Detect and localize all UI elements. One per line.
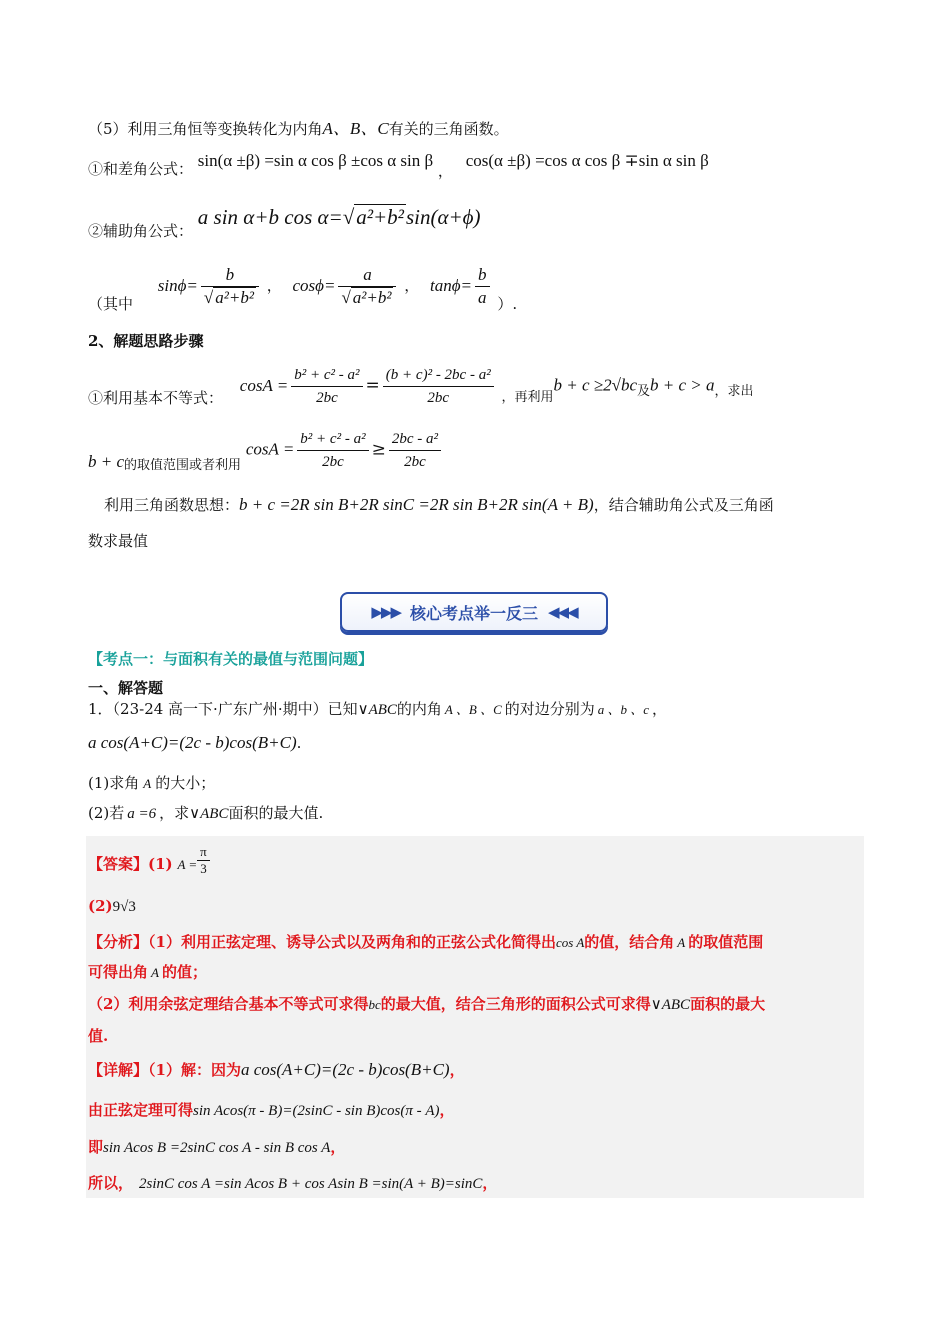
detail1-equation: a cos(A+C)=(2c - b)cos(B+C) — [240, 1060, 450, 1079]
aux-rhs: sin(α+ϕ) — [405, 205, 481, 229]
frac-sin — [201, 264, 259, 309]
frac-sin-den: √ a²+b² — [203, 288, 254, 307]
detail-1 — [88, 1059, 465, 1081]
analysis1-line2: 可得出角 — [88, 963, 149, 981]
analysis-label: 【分析】 — [88, 933, 149, 951]
analysis1-A: A — [677, 935, 686, 950]
frac-4-den: 2bc — [404, 454, 426, 470]
q1-part2-b: ，求 — [159, 804, 190, 822]
q1-end: ， — [652, 700, 668, 718]
analysis-1-line2 — [88, 961, 207, 984]
answer-p1-frac — [197, 844, 210, 877]
kaodian-title: 【考点一：与面积有关的最值与范围问题】 — [88, 650, 374, 668]
aux-label: ②辅助角公式： — [88, 222, 194, 240]
answer-label: 【答案】 — [88, 854, 149, 873]
where-cos: cosϕ= — [292, 275, 336, 295]
answer-part2 — [88, 895, 136, 918]
ineq-1: b + c ≥2√bc — [553, 375, 637, 395]
analysis1-c: 的取值范围 — [688, 933, 764, 951]
comma-1: ， — [266, 276, 282, 295]
cosA-2: cosA = — [245, 439, 295, 459]
detail3-equation: sin Acos B =2sinC cos A - sin B cos A — [103, 1140, 331, 1156]
frac-3 — [297, 428, 368, 473]
answer-p1-num: π — [197, 844, 210, 861]
then-use: ，再利用 — [501, 389, 554, 405]
left-arrows-icon: ◀◀◀ — [548, 603, 577, 621]
frac-cos-den-rad: a²+b² — [352, 288, 392, 307]
q1-dot: . — [296, 734, 302, 752]
where-clause — [88, 264, 518, 313]
frac-2-den: 2bc — [427, 390, 450, 406]
detail4-text: 所以， — [88, 1174, 134, 1192]
analysis1-A2: A — [151, 965, 159, 980]
section2-heading: 2、解题思路步骤 — [88, 332, 204, 350]
frac-2-num: (b + c)² - 2bc - a² — [383, 364, 494, 387]
detail2-comma: ， — [439, 1101, 455, 1119]
answer-p2-val: 9√3 — [112, 899, 136, 915]
frac-2 — [383, 364, 494, 409]
sum-diff-formula — [88, 150, 709, 180]
analysis-2-end: 值. — [88, 1027, 109, 1045]
answer-part1 — [88, 844, 210, 877]
frac-cos-den: √ a²+b² — [341, 288, 392, 307]
q1-triangle: ∨ABC — [357, 702, 397, 718]
frac-4-num: 2bc - a² — [389, 428, 441, 451]
detail4-comma: ， — [482, 1174, 498, 1192]
sum-diff-cos: cos(α ±β) =cos α cos β ∓sin α sin β — [465, 151, 709, 170]
trig-idea-line2: 数求最值 — [88, 532, 149, 550]
q1-part2-a: (2)若 — [88, 804, 125, 822]
eq-sign: = — [365, 375, 380, 396]
analysis2-text: （2）利用余弦定理结合基本不等式可求得 — [88, 995, 369, 1013]
frac-3-den: 2bc — [322, 454, 344, 470]
sum-diff-sin: sin(α ±β) =sin α cos β ±cos α sin β — [197, 151, 434, 170]
detail1-comma: ， — [449, 1061, 465, 1079]
sum-diff-label: ①和差角公式： — [88, 160, 194, 178]
aux-radicand: a²+b² — [356, 205, 404, 229]
detail4-equation: 2sinC cos A =sin Acos B + cos Asin B =sin(A + B)=sinC — [139, 1176, 483, 1192]
where-close: ）. — [497, 294, 518, 313]
banner-title: 核心考点举一反三 — [409, 603, 538, 623]
frac-tan-den: a — [478, 288, 487, 307]
sum-diff-sep: ， — [437, 162, 453, 180]
q1-mid2: 的对边分别为 — [504, 700, 595, 718]
intro-text: （5）利用三角恒等变换转化为内角 — [88, 120, 323, 138]
analysis1-end: 的值； — [161, 963, 207, 981]
range-text: 的取值范围或者利用 — [124, 457, 242, 473]
q1-equation: a cos(A+C)=(2c - b)cos(B+C) — [88, 733, 297, 752]
frac-tan-num: b — [475, 264, 490, 287]
question-1-part1 — [88, 772, 215, 795]
detail-3 — [88, 1136, 345, 1159]
aux-formula: ②辅助角公式： a sin α+b cos α=√a²+b²sin(α+ϕ) — [88, 205, 481, 240]
q1-part1-A: A — [143, 776, 152, 791]
section5-intro — [88, 118, 509, 140]
where-tan: tanϕ= — [430, 275, 473, 295]
frac-tan — [475, 264, 490, 309]
detail-2 — [88, 1099, 455, 1122]
analysis2-triangle: ∨ABC — [650, 997, 691, 1013]
q1-prefix: 1．（23-24 高一下·广东广州·期中）已知 — [88, 700, 358, 718]
frac-sin-num: b — [201, 264, 259, 287]
frac-3-num: b² + c² - a² — [297, 428, 368, 451]
answer-p2-index: (2) — [88, 897, 113, 915]
angles-text: A、B、C — [322, 119, 389, 138]
q1-mid: 的内角 — [396, 700, 442, 718]
question-1-stem — [88, 698, 667, 721]
analysis2-bc: bc — [368, 997, 381, 1012]
and-text: 及 — [637, 383, 651, 399]
detail3-comma: ， — [330, 1138, 346, 1156]
q1-part2-triangle: ∨ABC — [189, 806, 229, 822]
frac-cos-num: a — [338, 264, 396, 287]
q1-part1-end: 的大小； — [155, 774, 216, 792]
frac-1 — [291, 364, 362, 409]
bc-sum: b + c — [88, 451, 125, 471]
frac-1-num: b² + c² - a² — [291, 364, 362, 387]
detail3-text: 即 — [88, 1138, 104, 1156]
analysis1-b: 的值，结合角 — [584, 933, 675, 951]
where-sin: sinϕ= — [157, 275, 198, 295]
ge-sign: ≥ — [371, 439, 386, 460]
ineq-2: b + c > a — [650, 375, 715, 395]
analysis1-cos: cos A — [555, 935, 585, 950]
analysis-2 — [88, 993, 765, 1016]
frac-cos — [338, 264, 396, 309]
core-topic-banner — [340, 592, 608, 632]
comma-2: ， — [404, 276, 420, 295]
answer-p1-index: (1) — [148, 854, 173, 873]
detail1-text: （1）解：因为 — [148, 1061, 241, 1079]
trig-tail: ，结合辅助角公式及三角函 — [593, 496, 774, 514]
analysis-1 — [88, 931, 763, 954]
detail2-equation: sin Acos(π - B)=(2sinC - sin B)cos(π - A) — [193, 1103, 440, 1119]
aux-lhs: a sin α+b cos α= — [197, 205, 343, 229]
trig-label: 利用三角函数思想： — [104, 496, 240, 514]
find-text: ，求出 — [714, 383, 754, 399]
detail2-text: 由正弦定理可得 — [88, 1101, 194, 1119]
q1-part2-val: a =6 — [127, 806, 157, 822]
right-arrows-icon: ▶▶▶ — [371, 603, 400, 621]
analysis2-b: 的最大值，结合三角形的面积公式可求得 — [380, 995, 651, 1013]
detail-label: 【详解】 — [88, 1061, 149, 1079]
answer-p1-lhs: A = — [177, 856, 198, 872]
question-1-equation — [88, 732, 301, 754]
frac-4 — [389, 428, 441, 473]
q1-sides: a 、b 、c — [597, 702, 650, 717]
step1-range-line — [88, 428, 444, 473]
q1-angles: A 、B 、C — [444, 702, 502, 717]
question-1-part2 — [88, 802, 323, 825]
detail-4 — [88, 1172, 497, 1195]
step1-label: ①利用基本不等式： — [88, 388, 224, 407]
trig-idea — [104, 494, 774, 516]
answer-p1-den: 3 — [200, 861, 207, 876]
frac-1-den: 2bc — [316, 390, 338, 406]
question-type: 一、解答题 — [88, 679, 164, 697]
frac-sin-den-rad: a²+b² — [215, 288, 254, 307]
analysis1-text: （1）利用正弦定理、诱导公式以及两角和的正弦公式化简得出 — [148, 933, 556, 951]
step1-basic-inequality — [88, 364, 754, 409]
where-open: （其中 — [88, 294, 134, 313]
trig-formula: b + c =2R sin B+2R sinC =2R sin B+2R sin(A + B) — [239, 495, 594, 514]
cosA-1: cosA = — [239, 375, 289, 395]
intro-end-text: 有关的三角函数。 — [388, 120, 509, 138]
q1-part1-text: (1)求角 — [88, 774, 140, 792]
q1-part2-c: 面积的最大值. — [228, 804, 324, 822]
analysis2-c: 面积的最大 — [690, 995, 766, 1013]
